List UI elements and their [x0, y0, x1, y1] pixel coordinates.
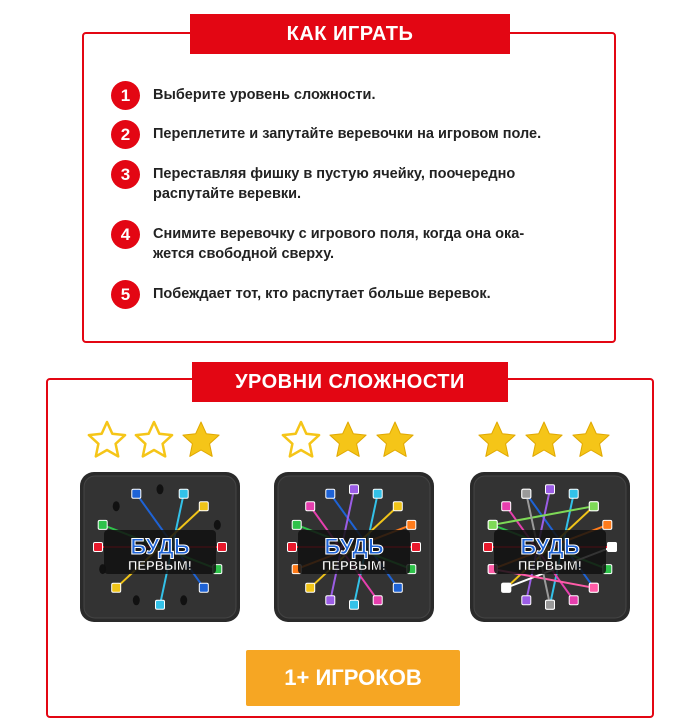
- board-logo-line1: БУДЬ: [130, 534, 190, 559]
- step-text: Выберите уровень сложности.: [153, 87, 376, 103]
- step-3: [111, 160, 593, 204]
- star-rating: [80, 420, 240, 458]
- board-logo-line2: ПЕРВЫМ!: [518, 558, 582, 573]
- game-board-image: [470, 472, 630, 622]
- step-5: [111, 280, 593, 309]
- difficulty-title: УРОВНИ СЛОЖНОСТИ: [192, 362, 508, 402]
- star-rating: [274, 420, 434, 458]
- step-text: Переставляя фишку в пустую ячейку, поочередно распутайте веревки.: [153, 166, 516, 202]
- step-number: 2: [111, 120, 140, 149]
- board-logo-line2: ПЕРВЫМ!: [322, 558, 386, 573]
- board-logo-line1: БУДЬ: [324, 534, 384, 559]
- star-outline-icon: [136, 422, 172, 456]
- star-filled-icon: [573, 422, 609, 456]
- step-number: 5: [111, 280, 140, 309]
- step-number: 4: [111, 220, 140, 249]
- step-text: Побеждает тот, кто распутает больше веревок.: [153, 286, 491, 302]
- difficulty-level-2: [274, 420, 434, 620]
- how-to-play-title: КАК ИГРАТЬ: [190, 14, 510, 54]
- players-badge: 1+ ИГРОКОВ: [246, 650, 460, 706]
- game-board-image: [80, 472, 240, 622]
- star-filled-icon: [377, 422, 413, 456]
- difficulty-level-3: [470, 420, 630, 620]
- step-number: 3: [111, 160, 140, 189]
- game-board-image: [274, 472, 434, 622]
- step-1: [111, 81, 593, 110]
- difficulty-level-1: [80, 420, 240, 620]
- star-filled-icon: [479, 422, 515, 456]
- star-outline-icon: [283, 422, 319, 456]
- step-2: [111, 120, 593, 149]
- star-filled-icon: [183, 422, 219, 456]
- step-text: Снимите веревочку с игрового поля, когда она ока- жется свободной сверху.: [153, 226, 525, 262]
- step-4: [111, 220, 593, 264]
- star-filled-icon: [526, 422, 562, 456]
- star-rating: [470, 420, 630, 458]
- step-text: Переплетите и запутайте веревочки на игровом поле.: [153, 126, 542, 142]
- star-filled-icon: [330, 422, 366, 456]
- step-number: 1: [111, 81, 140, 110]
- star-outline-icon: [89, 422, 125, 456]
- board-logo-line2: ПЕРВЫМ!: [128, 558, 192, 573]
- board-logo-line1: БУДЬ: [520, 534, 580, 559]
